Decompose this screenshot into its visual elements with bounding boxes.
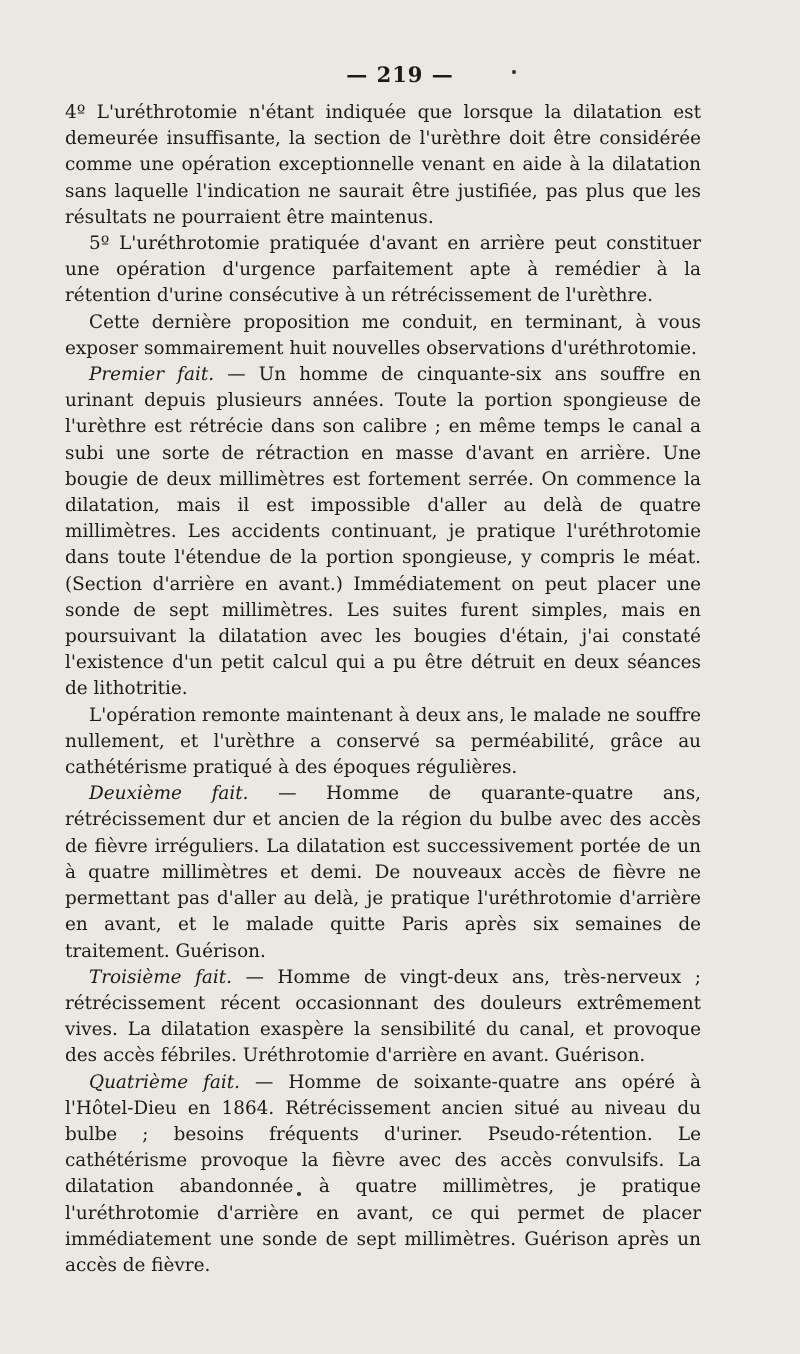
paragraph-premier-fait-outcome	[65, 703, 701, 782]
paragraph-conclusion-4	[65, 100, 701, 231]
paragraph-text: Cette dernière proposition me conduit, en terminant, à vous exposer sommairement huit nouvelles observations d'uréthrotomie.	[65, 311, 701, 359]
paragraph-quatrieme-fait	[65, 1070, 701, 1280]
case-heading: Troisième fait.	[89, 966, 232, 988]
paragraph-text: 4º L'uréthrotomie n'étant indiquée que lorsque la dilatation est demeurée insuffisante, la section de l'urèthre doit être considérée comme une opération exceptionnelle venant en aide à la dilatation sans laquelle l'indication ne saurait être justifiée, pas plus que les résultats ne pourraient être maintenus.	[65, 102, 701, 228]
paragraph-text: — Homme de vingt-deux ans, très-nerveux ; rétrécissement récent occasionnant des douleurs extrêmement vives. La dilatation exaspère la sensibilité du canal, et provoque des accès fébriles. Uréthrotomie d'arrière en avant. Guérison.	[65, 966, 701, 1067]
paragraph-transition	[65, 310, 701, 362]
paragraph-text: L'opération remonte maintenant à deux ans, le malade ne souffre nullement, et l'urèthre a conservé sa perméabilité, grâce au cathétérisme pratiqué à des époques régulières.	[65, 704, 701, 779]
page-number: — 219 —	[346, 62, 454, 87]
paragraph-text: 5º L'uréthrotomie pratiquée d'avant en arrière peut constituer une opération d'urgence parfaitement apte à remédier à la rétention d'urine consécutive à un rétrécissement de l'urèthre.	[65, 233, 701, 307]
case-heading: Premier fait.	[89, 364, 215, 386]
ink-speck	[512, 70, 516, 74]
paragraph-text: — Un homme de cinquante-six ans souffre en urinant depuis plusieurs années. Toute la portion spongieuse de l'urèthre est rétrécie dans son calibre ; en même temps le canal a subi une sorte de rétraction en masse d'avant en arrière. Une bougie de deux millimètres est fortement serrée. On commence la dilatation, mais il est impossible d'aller au delà de quatre millimètres. Les accidents continuant, je pratique l'uréthrotomie dans toute l'étendue de la portion spongieuse, y compris le méat. (Section d'arrière en avant.) Immédiatement on peut placer une sonde de sept millimètres. Les suites furent simples, mais en poursuivant la dilatation avec les bougies d'étain, j'ai constaté l'existence d'un petit calcul qui a pu être détruit en deux séances de lithotritie.	[65, 364, 701, 700]
case-heading: Deuxième fait.	[89, 783, 249, 805]
paragraph-text: — Homme de soixante-quatre ans opéré à l'Hôtel-Dieu en 1864. Rétrécissement ancien situé au niveau du bulbe ; besoins fréquents d'uriner. Pseudo-rétention. Le cathétérisme provoque la fièvre avec des accès convulsifs. La dilatation abandonnée à quatre millimètres, je pratique l'uréthrotomie d'arrière en avant, ce qui permet de placer immédiatement une sonde de sept millimètres. Guérison après un accès de fièvre.	[65, 1071, 701, 1276]
paragraph-premier-fait	[65, 362, 701, 703]
paragraph-deuxieme-fait	[65, 781, 701, 964]
paragraph-text: — Homme de quarante-quatre ans, rétrécissement dur et ancien de la région du bulbe avec des accès de fièvre irréguliers. La dilatation est successivement portée de un à quatre millimètres et demi. De nouveaux accès de fièvre ne permettant pas d'aller au delà, je pratique l'uréthrotomie d'arrière en avant, et le malade quitte Paris après six semaines de traitement. Guérison.	[65, 783, 701, 962]
paragraph-conclusion-5	[65, 231, 701, 310]
case-heading: Quatrième fait.	[89, 1071, 241, 1093]
body-text	[65, 100, 701, 1279]
paragraph-troisieme-fait	[65, 965, 701, 1070]
